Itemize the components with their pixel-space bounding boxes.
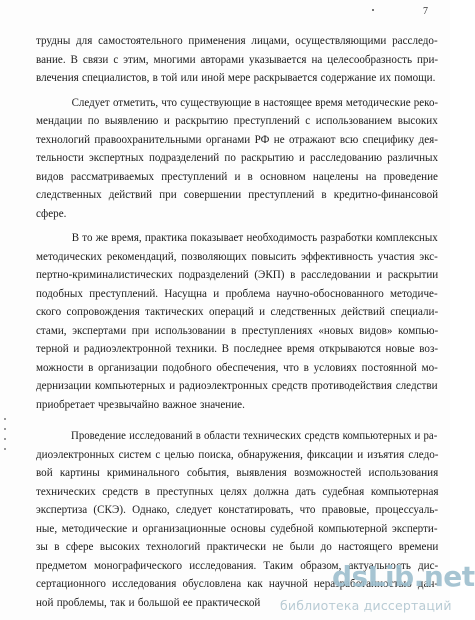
text-line: видов рассматриваемых преступлений и в основном нацелены на проведение	[36, 170, 438, 183]
page-number: 7	[423, 6, 428, 17]
text-line: тельности экспертных подразделений по раскрытию и расследованию различных	[36, 152, 439, 164]
paragraph-2	[36, 94, 438, 224]
text-line: сфере.	[36, 207, 67, 220]
text-line: технологий правоохранительными органами РФ не отражают всю специфику дея-	[36, 133, 438, 146]
text-line: экспертиза (СКЭ). Однако, следует констатировать, что правовые, процессуаль-	[36, 504, 439, 516]
paragraph-1	[36, 32, 438, 88]
text-line: диоэлектронных систем с целью поиска, обнаружения, фиксации и изъятия следо-	[36, 448, 439, 461]
text-line: ского сопровождения тактических операций и следственных действий специали-	[36, 306, 439, 318]
text-line: приобретает чрезвычайно важное значение.	[36, 398, 245, 411]
paragraph-3	[36, 229, 438, 414]
text-line: трудны для самостоятельного применения лицами, осуществляющими расследо-	[36, 35, 438, 47]
text-line: мендации по выявлению и раскрытию преступлений с использованием высоких	[36, 115, 438, 127]
text-line: вание. В связи с этим, многими авторами указывается на целесообразность при-	[36, 53, 439, 66]
text-line: зы в сфере высоких технологий практически не были до настоящего времени	[36, 541, 439, 553]
scan-mark	[4, 418, 6, 420]
text-line: технических средств в преступных целях должна дать судебная компьютерная	[36, 485, 439, 498]
text-line: Следует отметить, что существующие в настоящее время методические реко-	[71, 96, 439, 109]
text-line: пертно-криминалистических подразделений (ЭКП) в расследовании и раскрытии	[36, 269, 439, 281]
text-line: В то же время, практика показывает необходимость разработки комплексных	[71, 232, 438, 244]
text-line: сертационного исследования обусловлена как научной неразработанностью дан-	[36, 578, 439, 590]
text-line: вой картины криминального события, выявления возможностей использования	[36, 467, 439, 479]
text-line: ной проблемы, так и большой ее практической	[36, 596, 261, 609]
scan-mark	[4, 448, 6, 450]
text-line: Проведение исследований в области технических средств компьютерных и ра-	[71, 430, 438, 442]
text-line: предметом монографического исследования. Таким образом, актуальность дис-	[36, 559, 439, 572]
text-line: подобных преступлений. Насущна и проблема научно-обоснованного методиче-	[36, 287, 438, 300]
watermark-logo: dsLib.net	[332, 560, 475, 593]
scan-margin-marks	[2, 410, 8, 450]
text-line: влечения специалистов, в той или иной мере раскрывается содержание их помощи.	[36, 72, 436, 84]
text-line: дернизации компьютерных и радиоэлектронных средств противодействия следстви	[36, 380, 438, 392]
scan-mark	[4, 438, 6, 440]
text-line: ные, методические и организационные основы судебной компьютерной эксперти-	[36, 522, 438, 535]
text-line: можности в организации подобного обеспечения, что в условиях постоянной мо-	[36, 361, 438, 374]
text-line: стами, экспертами при использовании в преступлениях «новых видов» компью-	[36, 324, 439, 337]
paragraph-gap	[36, 414, 438, 427]
text-line: терной и радиоэлектронной техники. В последнее время открываются новые воз-	[36, 343, 439, 355]
text-line: следственных действий при совершении преступлений в кредитно-финансовой	[36, 189, 439, 201]
dslib-watermark	[280, 560, 475, 618]
body-text	[36, 32, 438, 612]
scan-artifact	[372, 9, 374, 11]
text-line: методических рекомендаций, позволяющих повысить эффективность участия экс-	[36, 250, 438, 263]
watermark-subtitle: библиотека диссертаций	[280, 598, 452, 613]
scan-mark	[4, 428, 6, 430]
